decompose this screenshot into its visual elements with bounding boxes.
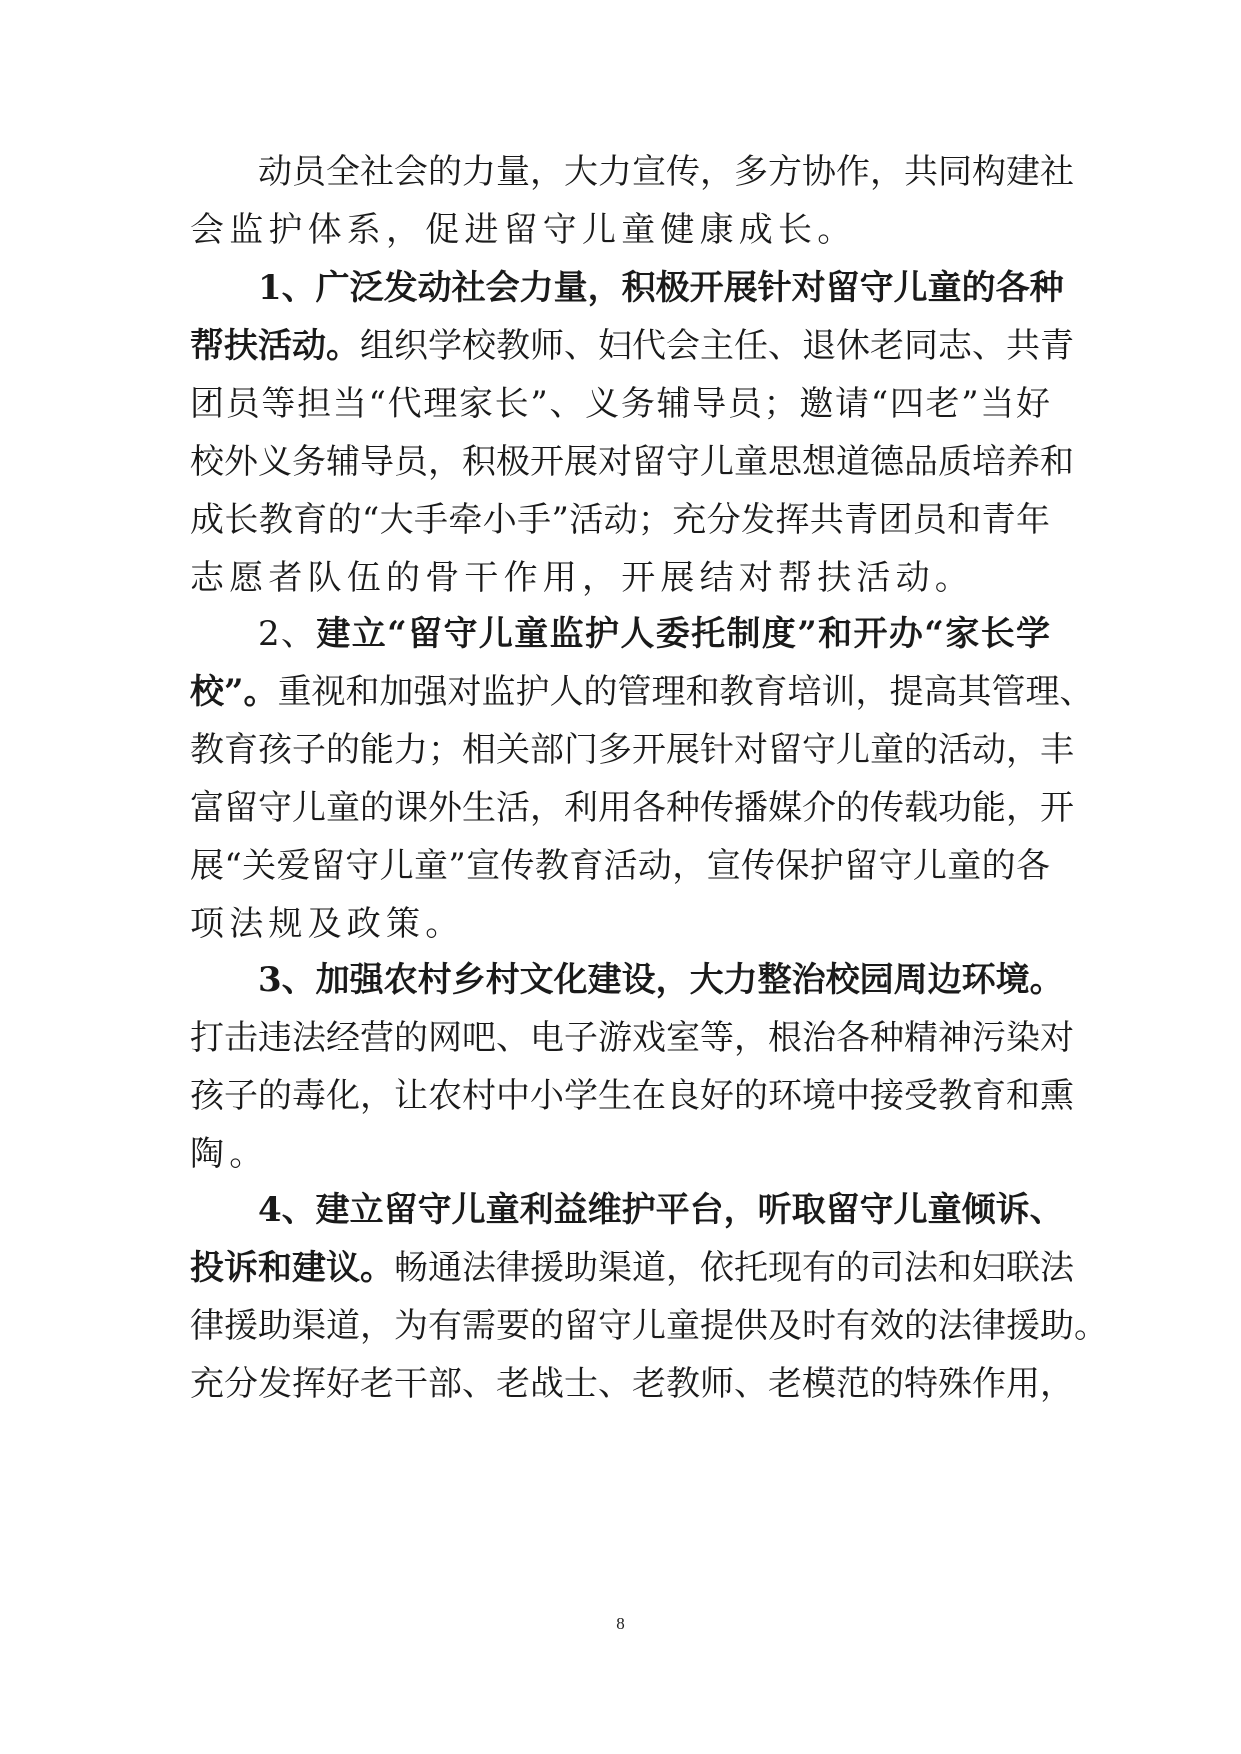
paragraph-3-line-4: 陶。 [190, 1134, 269, 1174]
paragraph-1-heading-line-1: 1、广泛发动社会力量，积极开展针对留守儿童的各种 [258, 268, 1064, 308]
paragraph-2-number: 2、 [258, 614, 317, 654]
paragraph-3-line-2: 打击违法经营的网吧、电子游戏室等，根治各种精神污染对 [190, 1018, 1074, 1058]
paragraph-2-heading-end: 校”。 [190, 672, 278, 712]
document-page [190, 0, 1108, 1754]
paragraph-1-line-5: 成长教育的“大手牵小手”活动；充分发挥共青团员和青年 [190, 500, 1050, 540]
paragraph-2-line-4: 富留守儿童的课外生活，利用各种传播媒介的传载功能，开 [190, 788, 1074, 828]
paragraph-1-line-6: 志愿者队伍的骨干作用，开展结对帮扶活动。 [190, 558, 974, 598]
paragraph-1-line-4: 校外义务辅导员，积极开展对留守儿童思想道德品质培养和 [190, 442, 1074, 482]
paragraph-3-line-3: 孩子的毒化，让农村中小学生在良好的环境中接受教育和熏 [190, 1076, 1074, 1116]
paragraph-2-line-1 [258, 614, 1050, 654]
paragraph-4-line-2-text: 畅通法律援助渠道，依托现有的司法和妇联法 [394, 1248, 1074, 1288]
paragraph-1-line-3: 团员等担当“代理家长”、义务辅导员；邀请“四老”当好 [190, 384, 1050, 424]
paragraph-2-line-5: 展“关爱留守儿童”宣传教育活动，宣传保护留守儿童的各 [190, 846, 1050, 886]
paragraph-2-heading: 建立“留守儿童监护人委托制度”和开办“家长学 [316, 614, 1050, 654]
paragraph-1-line-2 [190, 326, 1074, 366]
paragraph-4-heading: 4、建立留守儿童利益维护平台，听取留守儿童倾诉、 [258, 1190, 1064, 1230]
paragraph-3-heading: 3、加强农村乡村文化建设，大力整治校园周边环境。 [258, 960, 1064, 1000]
paragraph-1-line-2-text: 组织学校教师、妇代会主任、退休老同志、共青 [360, 326, 1074, 366]
page-number: 8 [616, 1614, 625, 1633]
paragraph-2-line-6: 项法规及政策。 [190, 904, 465, 944]
paragraph-4-line-4: 充分发挥好老干部、老战士、老教师、老模范的特殊作用， [190, 1364, 1074, 1404]
paragraph-4-line-2 [190, 1248, 1074, 1288]
paragraph-1-heading-end: 帮扶活动。 [190, 326, 360, 366]
paragraph-0-line-1: 动员全社会的力量，大力宣传，多方协作，共同构建社 [258, 152, 1074, 192]
paragraph-2-line-2-text: 重视和加强对监护人的管理和教育培训，提高其管理、 [277, 672, 1094, 712]
paragraph-0-line-2: 会监护体系，促进留守儿童健康成长。 [190, 210, 857, 250]
paragraph-4-line-3: 律援助渠道，为有需要的留守儿童提供及时有效的法律援助。 [190, 1306, 1108, 1346]
paragraph-4-heading-end: 投诉和建议。 [190, 1248, 394, 1288]
paragraph-2-line-3: 教育孩子的能力；相关部门多开展针对留守儿童的活动，丰 [190, 730, 1074, 770]
paragraph-2-line-2 [190, 672, 1094, 712]
